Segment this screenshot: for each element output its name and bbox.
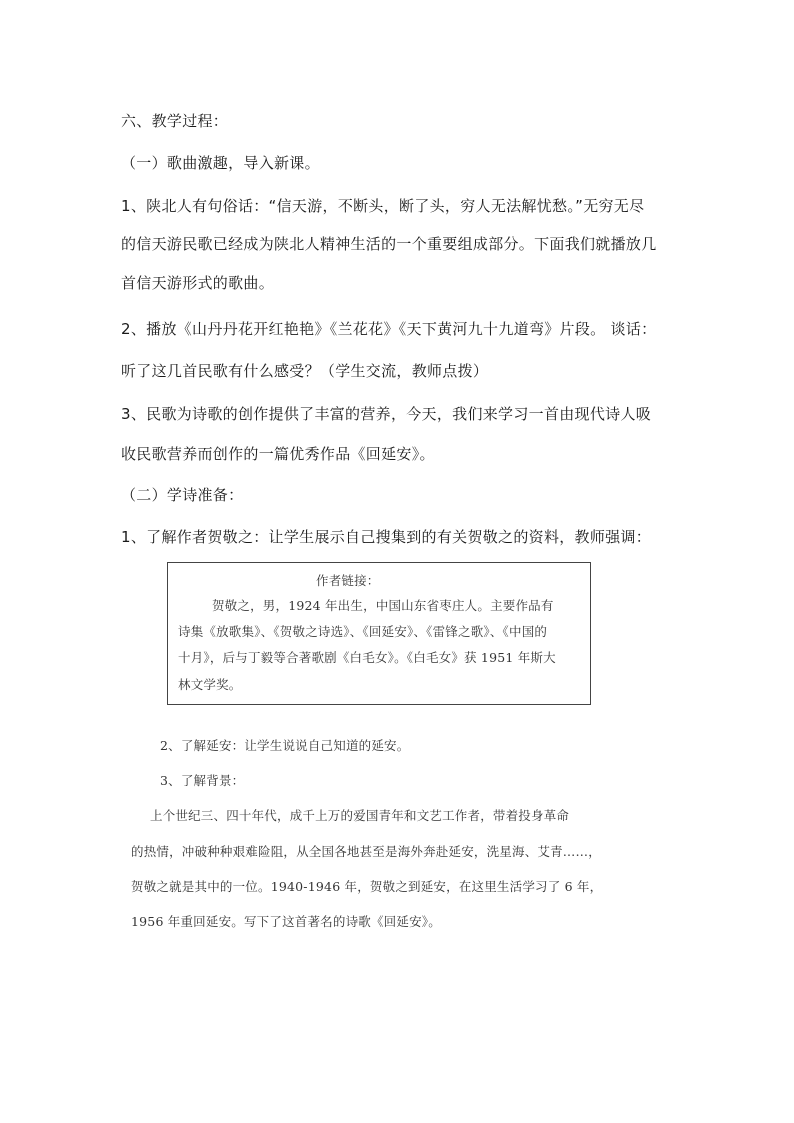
part1-p1-line1: 1、陕北人有句俗话：“信天游，不断头，断了头，穷人无法解忧愁。”无穷无尽: [121, 197, 645, 215]
part1-p2-line1: 2、播放《山丹丹花开红艳艳》《兰花花》《天下黄河九十九道弯》片段。 谈话：: [121, 320, 657, 338]
author-box-line1: 贺敬之，男，1924 年出生，中国山东省枣庄人。主要作品有: [212, 598, 554, 613]
part1-p1-line2: 的信天游民歌已经成为陕北人精神生活的一个重要组成部分。下面我们就播放几: [121, 235, 657, 253]
section-title: 六、教学过程：: [121, 112, 229, 130]
author-box-title: 作者链接：: [316, 573, 380, 588]
part2-item2: 2、了解延安：让学生说说自己知道的延安。: [160, 738, 410, 753]
author-box-line4: 林文学奖。: [178, 677, 242, 692]
part2-item3: 3、了解背景：: [160, 773, 245, 788]
part1-p3-line2: 收民歌营养而创作的一篇优秀作品《回延安》。: [121, 445, 435, 463]
background-line1: 上个世纪三、四十年代，成千上万的爱国青年和文艺工作者，带着投身革命: [150, 808, 570, 823]
part1-heading: （一）歌曲激趣，导入新课。: [121, 154, 320, 172]
background-line3: 贺敬之就是其中的一位。1940-1946 年，贺敬之到延安，在这里生活学习了 6 年，: [131, 879, 603, 894]
part1-p2-line2: 听了这几首民歌有什么感受？（学生交流，教师点拨）: [121, 362, 489, 380]
part1-p1-line3: 首信天游形式的歌曲。: [121, 274, 275, 292]
background-line4: 1956 年重回延安。写下了这首著名的诗歌《回延安》。: [131, 914, 441, 929]
author-info-box: [167, 562, 591, 705]
author-box-line3: 十月》，后与丁毅等合著歌剧《白毛女》。《白毛女》获 1951 年斯大: [178, 650, 556, 665]
part2-item1: 1、了解作者贺敬之：让学生展示自己搜集到的有关贺敬之的资料，教师强调：: [121, 528, 652, 546]
background-line2: 的热情，冲破种种艰难险阻，从全国各地甚至是海外奔赴延安，洗星海、艾青……，: [131, 844, 601, 859]
part2-heading: （二）学诗准备：: [121, 486, 244, 504]
part1-p3-line1: 3、民歌为诗歌的创作提供了丰富的营养，今天，我们来学习一首由现代诗人吸: [121, 405, 652, 423]
author-box-line2: 诗集《放歌集》、《贺敬之诗选》、《回延安》、《雷锋之歌》、《中国的: [178, 624, 548, 639]
